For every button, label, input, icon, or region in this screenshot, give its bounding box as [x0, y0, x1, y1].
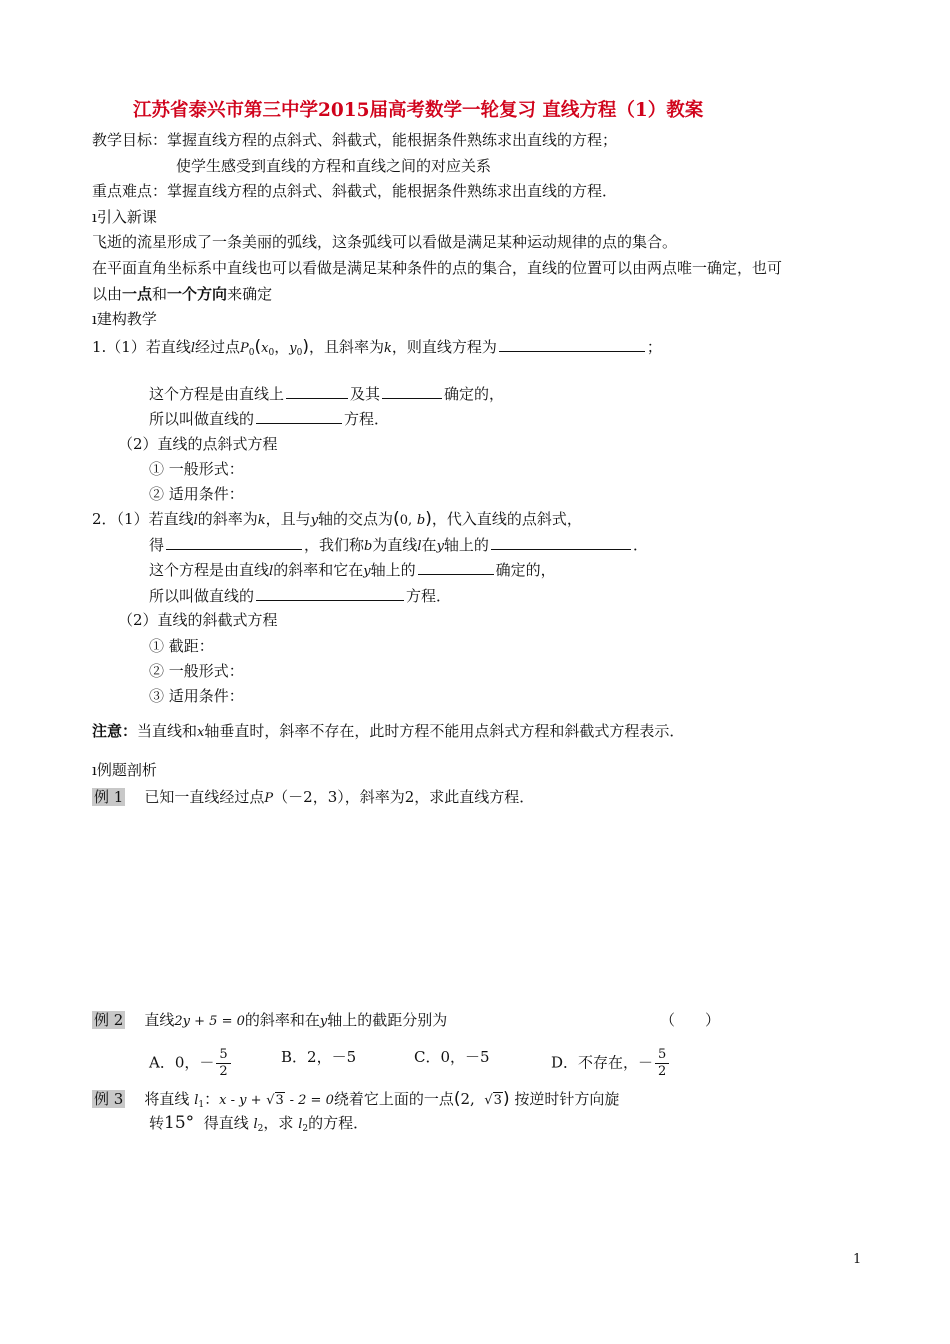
q1-y-sub: 0: [296, 348, 303, 358]
q1-close-paren: ): [302, 337, 309, 357]
intro-p3c: 和: [152, 285, 168, 303]
q2-line3c: 轴上的: [370, 561, 416, 579]
q1-line1: [92, 336, 662, 363]
q1-k: k: [384, 341, 392, 356]
example-3-eq-a: x - y +: [219, 1093, 262, 1108]
q1-blank-point[interactable]: [286, 383, 348, 399]
q2-pt0: 0,: [399, 513, 413, 528]
intro-p3e: 来确定: [227, 285, 273, 303]
q1-x: x: [261, 341, 269, 356]
example-3-sqrt: √3: [266, 1093, 284, 1108]
example-3-pt-a: 2,: [460, 1090, 475, 1108]
option-c[interactable]: C．0，－5: [414, 1048, 490, 1066]
note: [92, 721, 684, 743]
q2-line3a: 这个方程是由直线: [149, 561, 270, 579]
option-d-frac-den: 2: [658, 1064, 667, 1079]
example-3-l2b-sub: 2: [302, 1124, 309, 1134]
q2-l: l: [193, 513, 198, 528]
option-d[interactable]: [551, 1047, 669, 1080]
example-3-line2d: 的方程．: [308, 1114, 369, 1132]
q2-k: k: [257, 513, 266, 528]
q2-blank-intercept[interactable]: [491, 534, 631, 550]
example-1: [92, 787, 534, 809]
q1-line2b: 及其: [350, 385, 381, 403]
key-text: 掌握直线方程的点斜式、斜截式，能根据条件熟练求出直线的方程．: [167, 182, 618, 200]
example-1-text: 已知一直线经过点: [144, 788, 265, 806]
key-label: 重点难点：: [92, 182, 168, 200]
intro-p3a: 以由: [92, 285, 123, 303]
option-d-text: D．不存在，－: [551, 1053, 654, 1072]
q1-end: ；: [646, 338, 662, 356]
q1-c: ，且斜率为: [309, 338, 385, 356]
q1-item1: ① 一般形式：: [149, 460, 244, 478]
example-3-tag: 例 3: [94, 1090, 124, 1108]
key-points: [92, 181, 617, 201]
q1-open-paren: (: [254, 337, 262, 357]
intro-heading-text: 引入新课: [96, 208, 157, 226]
example-1-P: P: [264, 791, 274, 806]
q1-blank-slope[interactable]: [382, 383, 442, 399]
example-1-tag: 例 1: [94, 788, 124, 806]
example-3-colon: ：: [204, 1090, 220, 1108]
q2-ptb: b: [416, 513, 426, 528]
q2-y3: y: [363, 564, 371, 579]
q2-b: 的斜率为: [197, 510, 258, 528]
example-2-tag: 例 2: [94, 1011, 124, 1029]
q1-P: P: [240, 341, 249, 356]
q2-line2e: 轴上的: [443, 536, 489, 554]
q1-b: 经过点: [195, 338, 241, 356]
q1-line2: [149, 383, 504, 404]
q2-sub2: （2）直线的斜截式方程: [118, 611, 278, 629]
q1-sub2: （2）直线的点斜式方程: [118, 435, 278, 453]
q2-line1: [92, 509, 582, 531]
q2-l2: l: [417, 539, 422, 554]
q2-line3: [149, 559, 556, 582]
example-3-c: 按逆时针方向旋: [514, 1090, 620, 1108]
example-3-l1: l: [194, 1093, 199, 1108]
q2-y: y: [310, 513, 319, 528]
option-d-fraction: [655, 1047, 669, 1080]
q2-blank-determine[interactable]: [418, 559, 494, 575]
example-3-l2-sub: 2: [257, 1124, 264, 1134]
example-2-b: 的斜率和在: [244, 1011, 320, 1029]
goals-line2: 使学生感受到直线的方程和直线之间的对应关系: [176, 157, 492, 175]
option-a[interactable]: [149, 1047, 231, 1080]
option-a-frac-num: 5: [216, 1047, 230, 1064]
example-2-answer-paren: （ ）: [660, 1011, 721, 1029]
q2-open-paren: (: [393, 509, 400, 529]
q2-close-paren: ): [425, 509, 432, 529]
intro-heading: ı引入新课: [92, 208, 157, 226]
q2-line4: [149, 585, 451, 606]
q2-a: 2．（1）若直线: [92, 510, 194, 528]
intro-emph-direction: 一个方向: [167, 285, 228, 303]
q2-b2: b: [364, 539, 373, 554]
q1-line2c: 确定的，: [444, 385, 505, 403]
q1-item2: ② 适用条件：: [149, 485, 244, 503]
example-2: [92, 1010, 447, 1032]
q2-blank-equation[interactable]: [166, 534, 302, 550]
q2-item1: ① 截距：: [149, 637, 214, 655]
example-3-l2: l: [253, 1117, 258, 1132]
q1-a: 1.（1）若直线: [92, 338, 191, 356]
note-b: 轴垂直时，斜率不存在，此时方程不能用点斜式方程和斜截式方程表示．: [204, 722, 685, 740]
example-3-eq-b: - 2 = 0: [289, 1093, 334, 1108]
goals-line1: 掌握直线方程的点斜式、斜截式，能根据条件熟练求出直线的方程；: [167, 131, 618, 149]
example-3-line2a: 转: [149, 1114, 165, 1132]
build-heading-text: 建构教学: [96, 310, 157, 328]
example-3-line2c: ，求: [263, 1114, 294, 1132]
build-heading: ı建构教学: [92, 310, 157, 328]
examples-heading: ı例题剖析: [92, 761, 157, 779]
example-3-open-paren: (: [453, 1089, 461, 1109]
example-3-pt-sqrt: √3: [484, 1093, 502, 1108]
q2-blank-name[interactable]: [256, 585, 404, 601]
example-3-line2: [149, 1113, 368, 1139]
example-3-sqrt-val: 3: [275, 1093, 284, 1108]
q2-line4b: 方程．: [406, 587, 452, 605]
note-x: x: [197, 725, 205, 740]
option-a-frac-den: 2: [219, 1064, 228, 1079]
q1-comma: ，: [274, 338, 290, 356]
q1-x-sub: 0: [268, 348, 275, 358]
q2-line2f: ．: [632, 536, 648, 554]
example-2-y: y: [319, 1014, 328, 1029]
example-3-degree: 15°: [164, 1113, 195, 1133]
teaching-goals: [92, 130, 617, 150]
note-a: 当直线和: [137, 722, 198, 740]
q2-c: ，且与: [265, 510, 311, 528]
q2-line2: [149, 534, 648, 557]
q2-line3b: 的斜率和它在: [273, 561, 364, 579]
example-2-equation: 2y + 5 = 0: [174, 1014, 245, 1029]
option-d-frac-num: 5: [655, 1047, 669, 1064]
example-3-b: 绕着它上面的一点: [333, 1090, 454, 1108]
intro-p2: 在平面直角坐标系中直线也可以看做是满足某种条件的点的集合，直线的位置可以由两点唯一确定，也可: [92, 259, 783, 277]
option-b[interactable]: B．2，－5: [281, 1048, 357, 1066]
q2-line2d: 在: [421, 536, 437, 554]
q2-y2: y: [436, 539, 444, 554]
option-a-text: A．0，－: [149, 1053, 215, 1072]
examples-heading-text: 例题剖析: [96, 761, 157, 779]
example-3-close-paren: ): [502, 1089, 510, 1109]
note-label: 注意：: [92, 722, 138, 740]
q2-item2: ② 一般形式：: [149, 662, 244, 680]
example-2-c: 轴上的截距分别为: [327, 1011, 448, 1029]
q2-line2b: ，我们称: [304, 536, 365, 554]
option-a-fraction: [216, 1047, 230, 1080]
example-3-l1-sub: 1: [198, 1100, 205, 1110]
example-1-pt: （－2，3），斜率为2，求此直线方程．: [273, 788, 535, 806]
q1-d: ，则直线方程为: [391, 338, 497, 356]
example-3-pt-sqrt-val: 3: [493, 1093, 502, 1108]
q2-d: 轴的交点为: [318, 510, 394, 528]
q2-line2c: 为直线: [372, 536, 418, 554]
q2-l3: l: [269, 564, 274, 579]
q1-l: l: [190, 341, 196, 356]
q2-e: ，代入直线的点斜式，: [431, 510, 582, 528]
intro-emph-point: 一点: [122, 285, 153, 303]
document-title: 江苏省泰兴市第三中学2015届高考数学一轮复习 直线方程（1）教案: [133, 100, 704, 121]
q2-item3: ③ 适用条件：: [149, 687, 244, 705]
q2-line4a: 所以叫做直线的: [149, 587, 255, 605]
q2-line2a: 得: [149, 536, 165, 554]
q1-P-sub: 0: [248, 348, 255, 358]
q1-line3b: 方程．: [344, 410, 390, 428]
example-3-a: 将直线: [144, 1090, 190, 1108]
example-3: [92, 1089, 619, 1115]
intro-p1: 飞逝的流星形成了一条美丽的弧线，这条弧线可以看做是满足某种运动规律的点的集合。: [92, 233, 678, 251]
page-number: 1: [853, 1252, 862, 1267]
goals-label: 教学目标：: [92, 131, 168, 149]
q1-blank-name[interactable]: [256, 408, 342, 424]
q1-blank-equation[interactable]: [499, 336, 645, 352]
q1-line2a: 这个方程是由直线上: [149, 385, 285, 403]
q1-line3: [149, 408, 389, 429]
q1-y: y: [289, 341, 297, 356]
q1-line3a: 所以叫做直线的: [149, 410, 255, 428]
intro-p3: [92, 284, 272, 304]
example-2-a: 直线: [144, 1011, 175, 1029]
q2-line3d: 确定的，: [495, 561, 556, 579]
example-3-line2b: 得直线: [203, 1114, 249, 1132]
example-3-l2b: l: [298, 1117, 303, 1132]
